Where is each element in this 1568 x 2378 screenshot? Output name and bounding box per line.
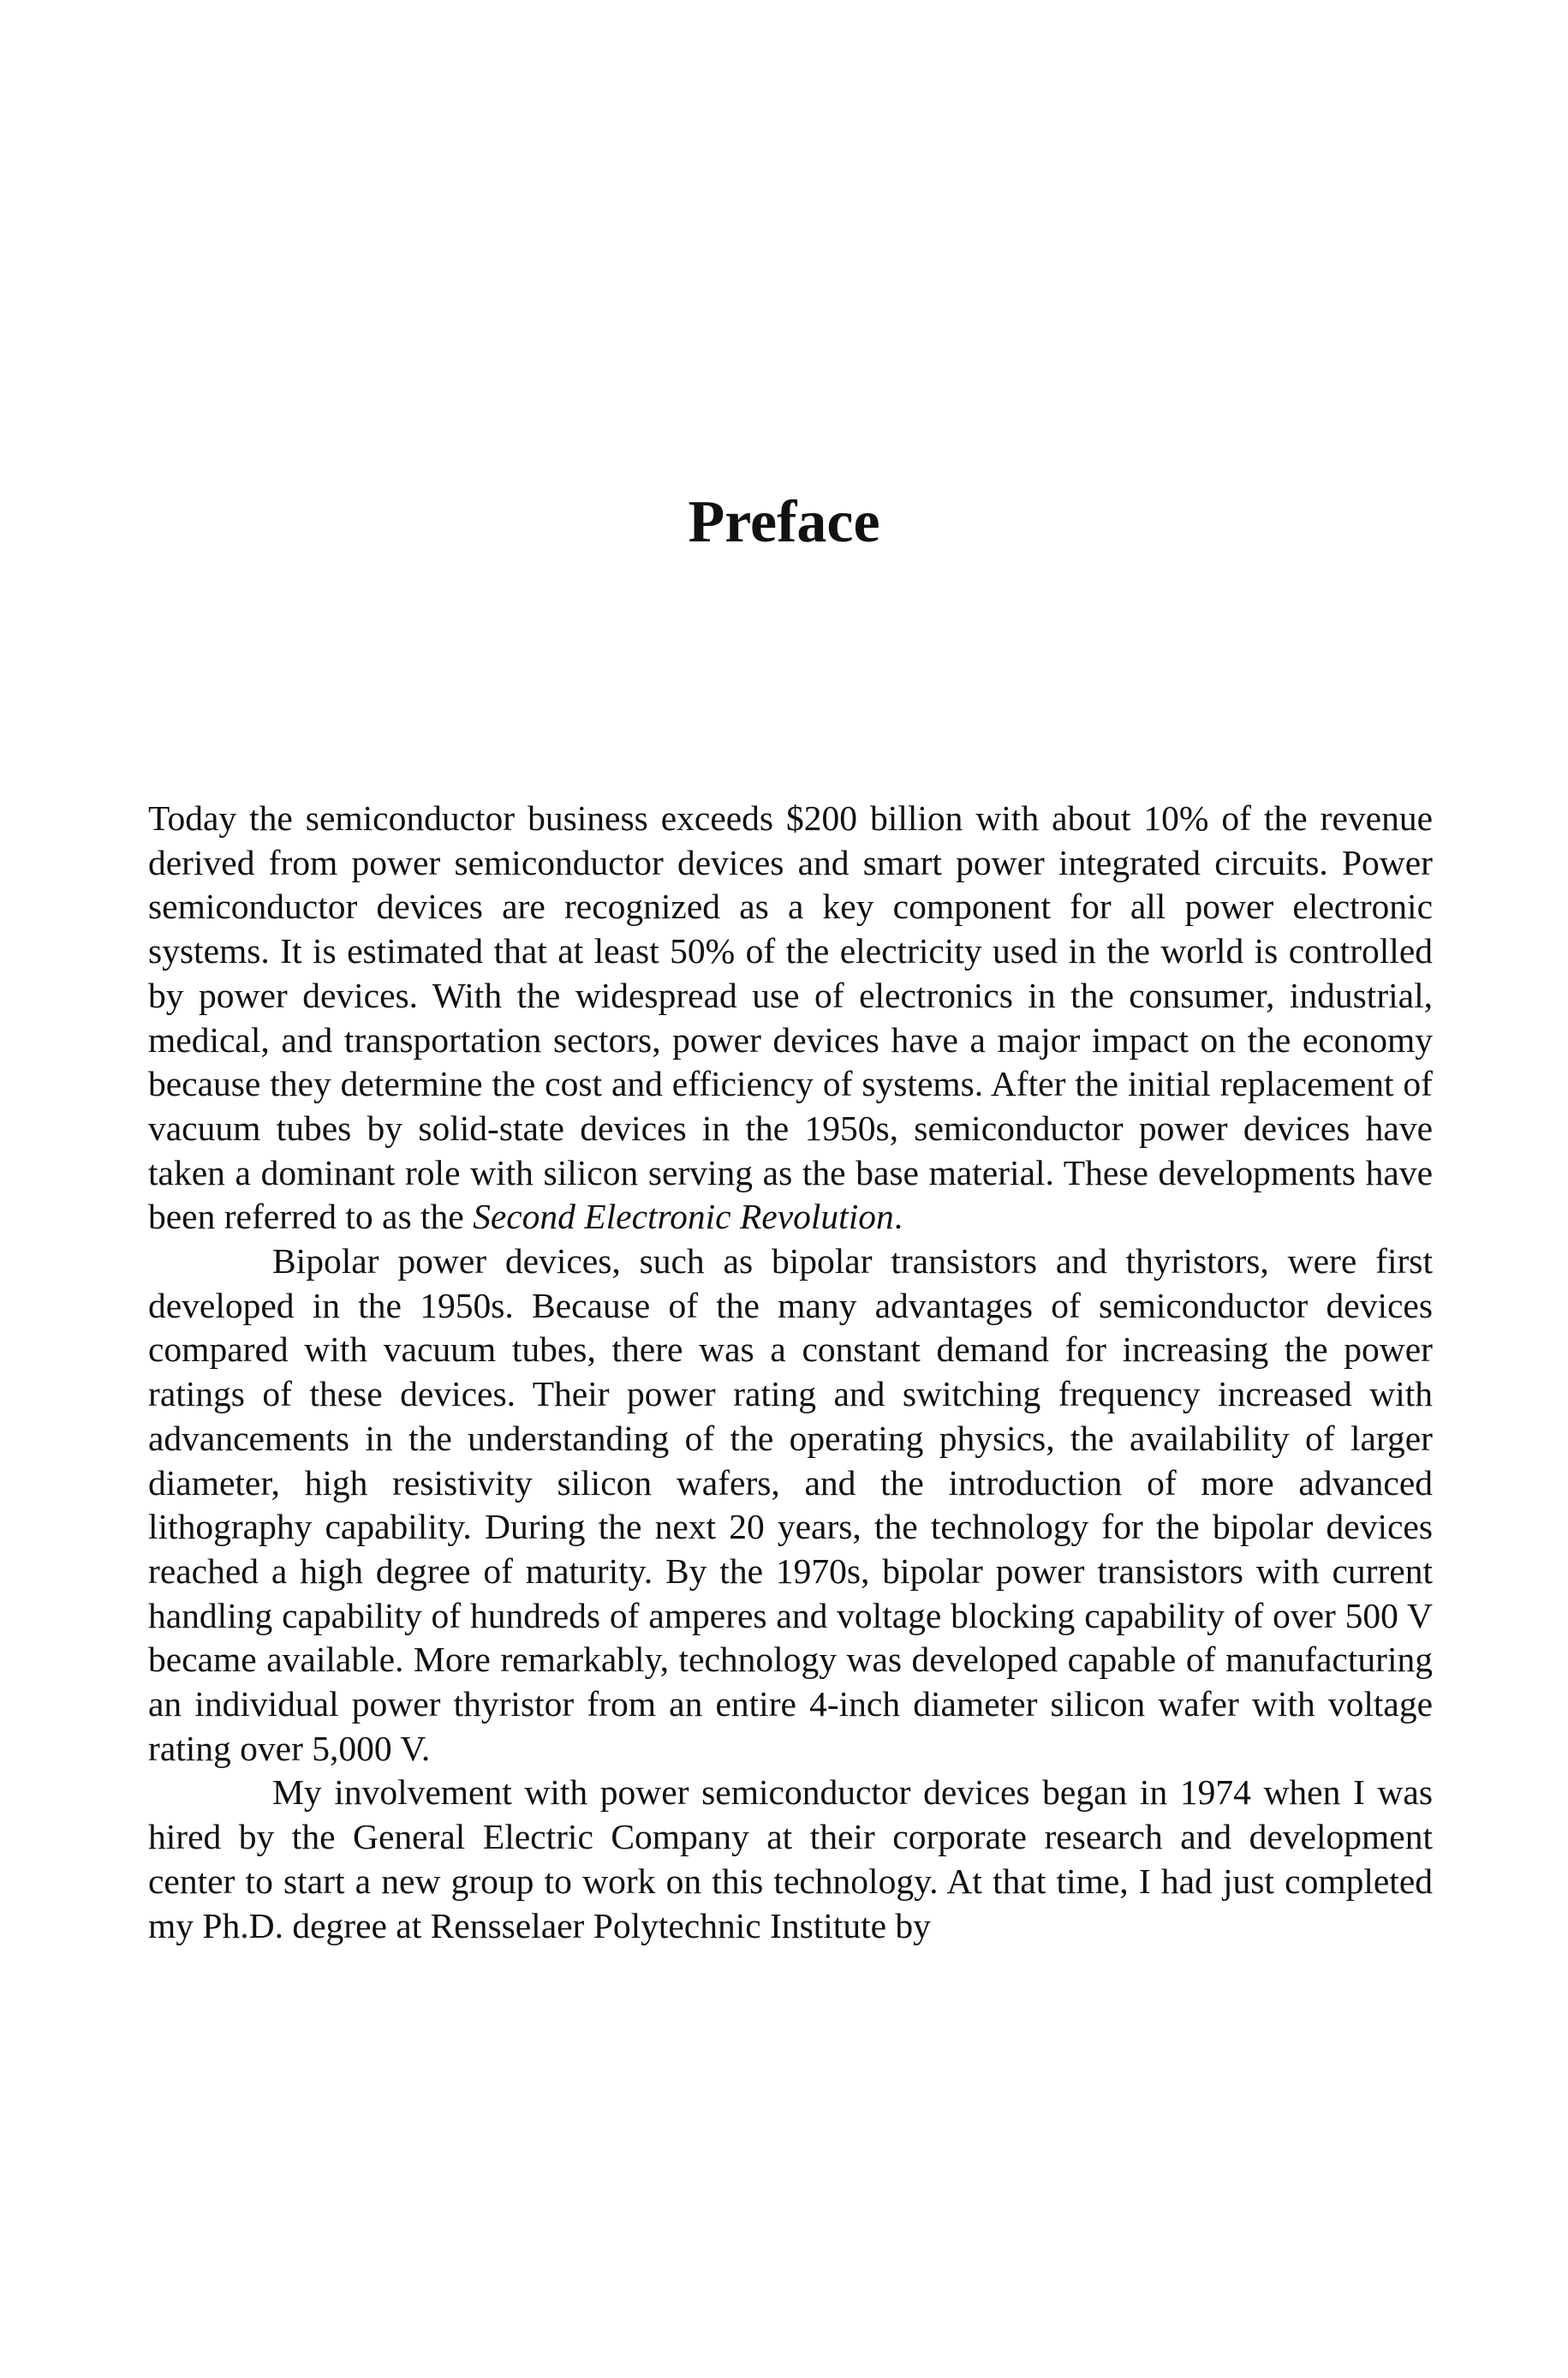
paragraph-1-emphasis: Second Electronic Revolution bbox=[473, 1197, 894, 1237]
paragraph-1-text: Today the semiconductor business exceeds $200 billion with about 10% of the revenue derived from power semiconductor devices and smart power integrated circuits. Power semiconductor devices are recognized as a key component for all power electronic systems. It is estimated that at least 50% of the electricity used in the world is controlled by power devices. With the widespread use of electronics in the consumer, industrial, medical, and transportation sectors, power devices have a major impact on the economy because they determine the cost and efficiency of systems. After the initial replacement of vacuum tubes by solid-state devices in the 1950s, semiconductor power devices have taken a dominant role with silicon serving as the base material. These developments have been referred to as the bbox=[148, 798, 1433, 1237]
paragraph-1 bbox=[148, 797, 1433, 1240]
paragraph-1-end: . bbox=[893, 1197, 903, 1237]
paragraph-3: My involvement with power semiconductor devices began in 1974 when I was hired by the General Electric Company at their corporate research and development center to start a new group to work on this technology. At that time, I had just completed my Ph.D. degree at Rensselaer Polytechnic Institute by bbox=[148, 1772, 1433, 1945]
preface-body bbox=[148, 797, 1433, 1948]
page-title: Preface bbox=[688, 489, 880, 555]
paragraph-2: Bipolar power devices, such as bipolar transistors and thyristors, were first developed in the 1950s. Because of the many advantages of semiconductor devices compared with vacuum tubes, there was a constant demand for increasing the power ratings of these devices. Their power rating and switching frequency increased with advancements in the understanding of the operating physics, the availability of larger diameter, high resistivity silicon wafers, and the introduction of more advanced lithography capability. During the next 20 years, the technology for the bipolar devices reached a high degree of maturity. By the 1970s, bipolar power transistors with current handling capability of hundreds of amperes and voltage blocking capability of over 500 V became available. More remarkably, technology was developed capable of manufacturing an individual power thyristor from an entire 4-inch diameter silicon wafer with voltage rating over 5,000 V. bbox=[148, 1241, 1433, 1768]
